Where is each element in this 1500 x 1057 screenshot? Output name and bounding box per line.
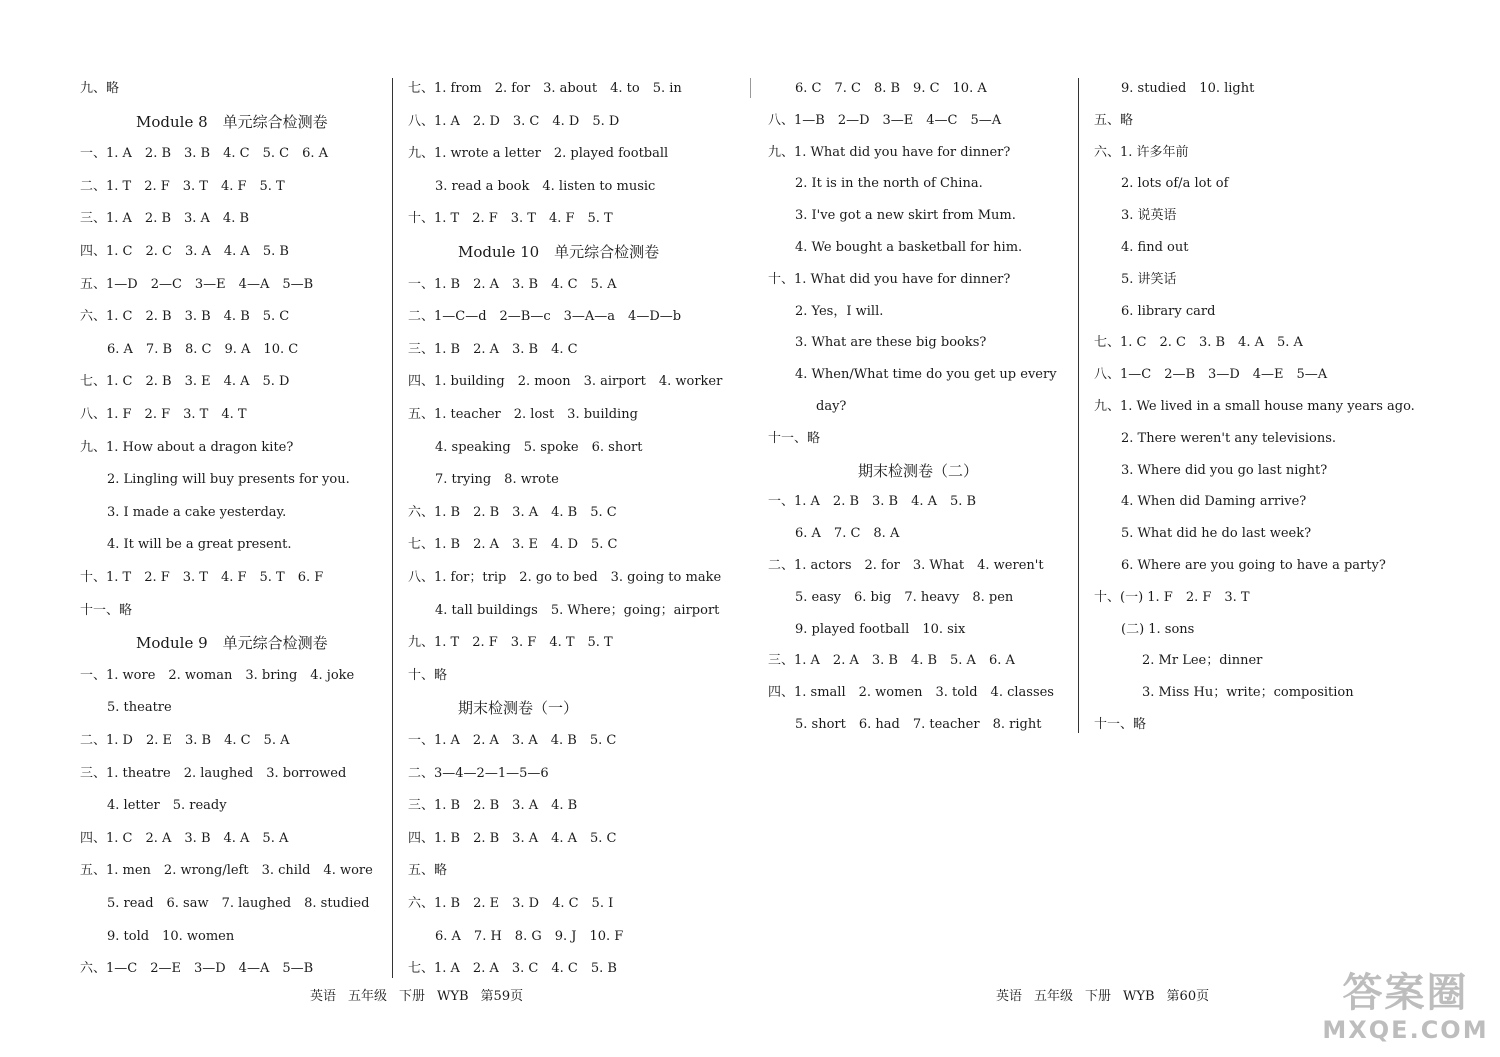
answer-line: 一、1. B 2. A 3. B 4. C 5. A	[408, 276, 617, 292]
answer-line: 七、1. B 2. A 3. E 4. D 5. C	[408, 537, 618, 553]
answer-line: 四、1. C 2. C 3. A 4. A 5. B	[80, 244, 289, 259]
answer-line: 十、(一) 1. F 2. F 3. T	[1094, 589, 1250, 605]
answer-line: 9. told 10. women	[107, 928, 235, 944]
footer-edition: WYB	[1123, 989, 1155, 1004]
footer-grade: 五年级	[348, 989, 388, 1004]
answer-line: 一、1. A 2. A 3. A 4. B 5. C	[408, 733, 617, 748]
answer-line: 6. A 7. C 8. A	[795, 526, 900, 542]
answer-line: 一、1. A 2. B 3. B 4. A 5. B	[768, 494, 977, 510]
answer-line: 十一、略	[768, 430, 821, 446]
answer-line: 二、1. D 2. E 3. B 4. C 5. A	[80, 733, 290, 748]
answer-line: 三、1. theatre 2. laughed 3. borrowed	[80, 765, 347, 781]
answer-line: 9. studied 10. light	[1121, 81, 1255, 96]
answer-line: 5. theatre	[107, 700, 172, 716]
answer-line: 三、1. B 2. A 3. B 4. C	[408, 341, 578, 357]
answer-line: 二、1—C—d 2—B—c 3—A—a 4—D—b	[408, 309, 682, 325]
answer-line: 2. Mr Lee；dinner	[1142, 653, 1263, 669]
answer-line: 2. There weren't any televisions.	[1121, 430, 1337, 446]
answer-line: 九、1. We lived in a small house many years ago.	[1094, 399, 1415, 414]
answer-line: 十、1. T 2. F 3. T 4. F 5. T	[408, 211, 613, 227]
section-heading: 期末检测卷（一）	[458, 699, 579, 718]
answer-line: 四、1. B 2. B 3. A 4. A 5. C	[408, 830, 617, 846]
answer-line: 3. I made a cake yesterday.	[107, 504, 287, 520]
answer-line: 五、1. teacher 2. lost 3. building	[408, 407, 638, 422]
footer-volume: 下册	[1085, 989, 1112, 1004]
page-footer-59	[310, 985, 535, 1004]
answer-line: 4. We bought a basketball for him.	[795, 240, 1023, 255]
answer-line: (二) 1. sons	[1121, 621, 1195, 637]
answer-line: 十、略	[408, 667, 448, 683]
answer-line: 9. played football 10. six	[795, 621, 966, 637]
answer-line: 3. What are these big books?	[795, 335, 987, 351]
footer-volume: 下册	[399, 989, 426, 1004]
answer-line: 六、1. 许多年前	[1094, 144, 1189, 160]
answer-line: 九、略	[80, 81, 120, 96]
answer-line: 十一、略	[1094, 717, 1147, 732]
page-divider	[750, 78, 751, 98]
answer-line: 3. I've got a new skirt from Mum.	[795, 208, 1016, 224]
page-footer-60	[996, 985, 1221, 1004]
answer-line: 2. Yes，I will.	[795, 303, 884, 319]
answer-line: 五、1—D 2—C 3—E 4—A 5—B	[80, 276, 314, 292]
answer-line: 五、1. men 2. wrong/left 3. child 4. wore	[80, 863, 373, 879]
answer-line: 十一、略	[80, 602, 133, 618]
footer-subject: 英语	[996, 989, 1023, 1004]
answer-line: 5. What did he do last week?	[1121, 526, 1312, 542]
answer-line: 4. find out	[1121, 240, 1189, 255]
answer-line: 3. read a book 4. listen to music	[435, 178, 656, 194]
section-heading: Module 8 单元综合检测卷	[136, 112, 328, 131]
answer-line: day?	[816, 399, 847, 414]
answer-line: 四、1. small 2. women 3. told 4. classes	[768, 685, 1054, 701]
answer-line: 八、1—B 2—D 3—E 4—C 5—A	[768, 112, 1002, 128]
answer-line: 6. A 7. B 8. C 9. A 10. C	[107, 341, 299, 357]
answer-line: 八、1. F 2. F 3. T 4. T	[80, 407, 247, 422]
answer-line: 三、1. A 2. A 3. B 4. B 5. A 6. A	[768, 653, 1015, 669]
answer-line: 九、1. wrote a letter 2. played football	[408, 146, 669, 162]
column-divider	[392, 78, 393, 978]
footer-page-number: 第59页	[480, 989, 524, 1004]
watermark-url: MXQE.COM	[1322, 1016, 1489, 1044]
answer-line: 二、1. actors 2. for 3. What 4. weren't	[768, 558, 1044, 573]
answer-line: 5. short 6. had 7. teacher 8. right	[795, 717, 1042, 732]
answer-line: 4. It will be a great present.	[107, 537, 292, 553]
answer-line: 三、1. A 2. B 3. A 4. B	[80, 211, 250, 227]
answer-line: 七、1. C 2. C 3. B 4. A 5. A	[1094, 335, 1303, 351]
answer-line: 4. speaking 5. spoke 6. short	[435, 439, 643, 455]
answer-line: 3. 说英语	[1121, 208, 1177, 224]
section-heading: Module 10 单元综合检测卷	[458, 243, 660, 261]
answer-line: 九、1. How about a dragon kite?	[80, 439, 294, 455]
answer-line: 八、1. for；trip 2. go to bed 3. going to make	[408, 570, 722, 585]
answer-line: 2. lots of/a lot of	[1121, 176, 1229, 192]
answer-line: 一、1. wore 2. woman 3. bring 4. joke	[80, 667, 355, 683]
answer-line: 2. It is in the north of China.	[795, 176, 983, 192]
footer-edition: WYB	[437, 989, 469, 1004]
answer-line: 十、1. T 2. F 3. T 4. F 5. T 6. F	[80, 570, 324, 585]
answer-line: 九、1. What did you have for dinner?	[768, 144, 1011, 160]
answer-line: 七、1. from 2. for 3. about 4. to 5. in	[408, 81, 682, 96]
answer-line: 二、1. T 2. F 3. T 4. F 5. T	[80, 178, 285, 194]
answer-line: 6. A 7. H 8. G 9. J 10. F	[435, 928, 624, 944]
answer-line: 二、3—4—2—1—5—6	[408, 765, 549, 781]
answer-line: 5. 讲笑话	[1121, 271, 1177, 287]
answer-line: 3. Where did you go last night?	[1121, 462, 1328, 478]
answer-line: 十、1. What did you have for dinner?	[768, 271, 1011, 287]
answer-line: 7. trying 8. wrote	[435, 472, 559, 488]
answer-line: 六、1—C 2—E 3—D 4—A 5—B	[80, 961, 314, 977]
answer-line: 八、1—C 2—B 3—D 4—E 5—A	[1094, 367, 1328, 383]
answer-line: 5. read 6. saw 7. laughed 8. studied	[107, 896, 370, 911]
answer-line: 3. Miss Hu；write；composition	[1142, 685, 1354, 701]
answer-line: 4. When did Daming arrive?	[1121, 494, 1307, 510]
answer-line: 4. letter 5. ready	[107, 798, 227, 814]
answer-line: 4. tall buildings 5. Where；going；airport	[435, 602, 720, 618]
footer-page-number: 第60页	[1166, 989, 1210, 1004]
answer-line: 五、略	[1094, 112, 1134, 128]
answer-line: 三、1. B 2. B 3. A 4. B	[408, 798, 578, 814]
answer-line: 四、1. building 2. moon 3. airport 4. worker	[408, 374, 723, 390]
answer-line: 六、1. B 2. B 3. A 4. B 5. C	[408, 504, 617, 520]
column-divider	[1078, 78, 1079, 733]
answer-line: 五、略	[408, 863, 448, 879]
answer-line: 九、1. T 2. F 3. F 4. T 5. T	[408, 635, 613, 651]
section-heading: Module 9 单元综合检测卷	[136, 634, 328, 653]
answer-line: 2. Lingling will buy presents for you.	[107, 472, 350, 488]
answer-line: 5. easy 6. big 7. heavy 8. pen	[795, 589, 1014, 605]
answer-line: 六、1. B 2. E 3. D 4. C 5. I	[408, 896, 614, 911]
answer-line: 四、1. C 2. A 3. B 4. A 5. A	[80, 830, 289, 846]
answer-line: 七、1. A 2. A 3. C 4. C 5. B	[408, 961, 617, 977]
answer-line: 6. C 7. C 8. B 9. C 10. A	[795, 81, 987, 96]
answer-line: 6. Where are you going to have a party?	[1121, 558, 1386, 573]
answer-line: 七、1. C 2. B 3. E 4. A 5. D	[80, 374, 290, 390]
answer-line: 六、1. C 2. B 3. B 4. B 5. C	[80, 309, 290, 325]
watermark-logo	[1318, 970, 1493, 1052]
answer-line: 一、1. A 2. B 3. B 4. C 5. C 6. A	[80, 146, 328, 162]
footer-grade: 五年级	[1034, 989, 1074, 1004]
answer-line: 八、1. A 2. D 3. C 4. D 5. D	[408, 113, 620, 129]
answer-line: 6. library card	[1121, 303, 1216, 319]
footer-subject: 英语	[310, 989, 337, 1004]
answer-line: 4. When/What time do you get up every	[795, 367, 1057, 383]
section-heading: 期末检测卷（二）	[858, 461, 979, 480]
watermark-title: 答案圈	[1342, 969, 1469, 1016]
